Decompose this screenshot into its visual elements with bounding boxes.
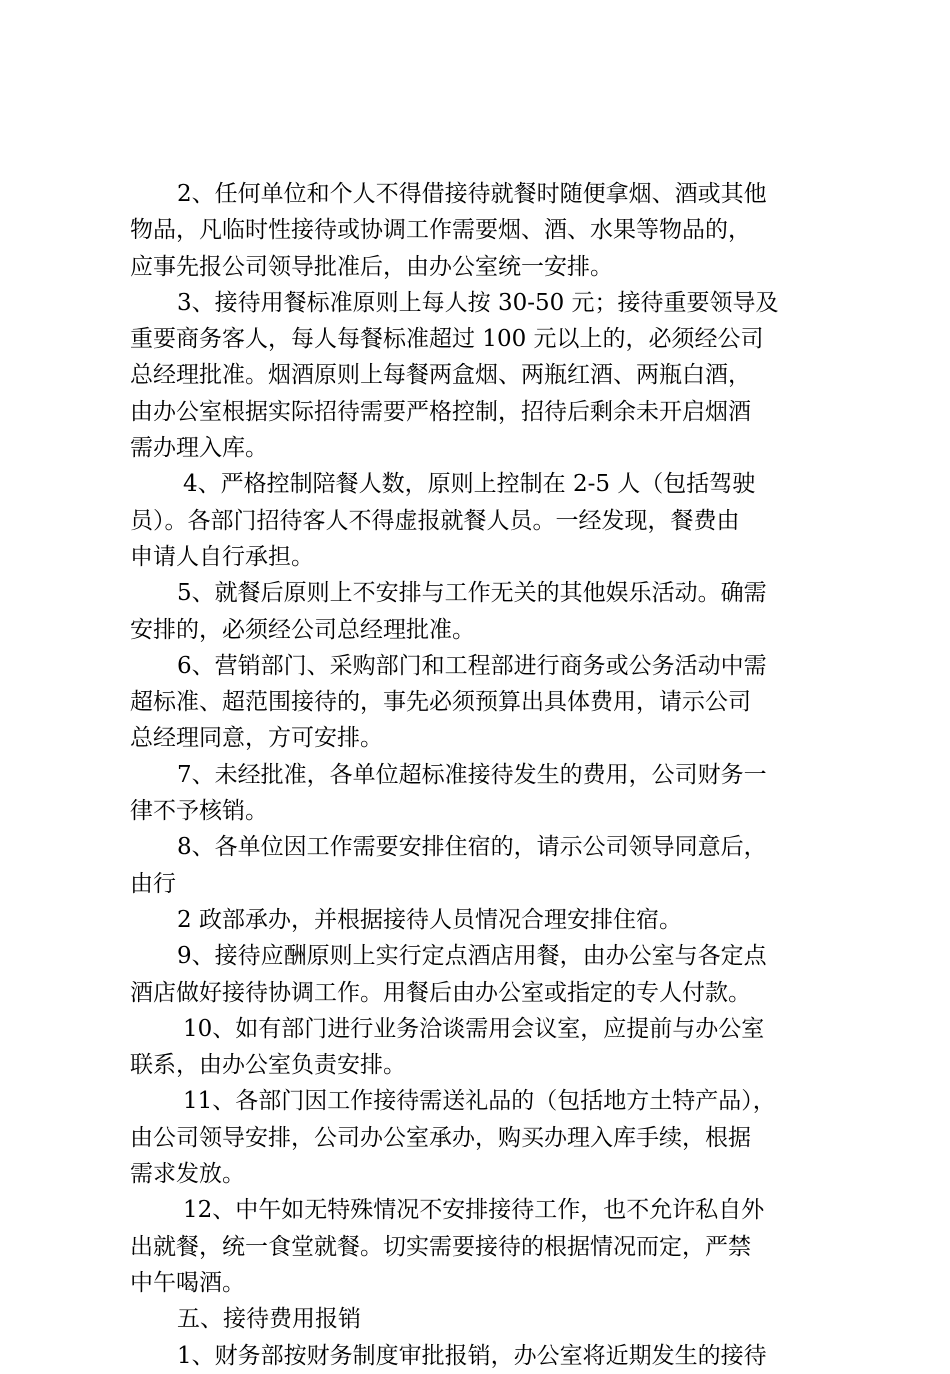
- paragraph-line: 1、财务部按财务制度审批报销，办公室将近期发生的接待: [177, 1342, 767, 1369]
- paragraph-line: 8、各单位因工作需要安排住宿的，请示公司领导同意后，: [177, 834, 767, 861]
- paragraph-line: 申请人自行承担。: [130, 543, 314, 570]
- paragraph-line: 10、如有部门进行业务洽谈需用会议室，应提前与办公室: [183, 1015, 765, 1042]
- paragraph-line: 9、接待应酬原则上实行定点酒店用餐，由办公室与各定点: [177, 943, 767, 970]
- paragraph-line: 酒店做好接待协调工作。用餐后由办公室或指定的专人付款。: [130, 979, 751, 1006]
- paragraph-line: 6、营销部门、采购部门和工程部进行商务或公务活动中需: [177, 652, 767, 679]
- paragraph-line: 中午喝酒。: [130, 1269, 245, 1296]
- paragraph-line: 4、严格控制陪餐人数，原则上控制在 2-5 人（包括驾驶: [183, 471, 756, 498]
- paragraph-line: 由公司领导安排，公司办公室承办，购买办理入库手续，根据: [130, 1124, 751, 1151]
- paragraph-line: 安排的，必须经公司总经理批准。: [130, 616, 475, 643]
- paragraph-line: 需求发放。: [130, 1161, 245, 1188]
- paragraph-line: 需办理入库。: [130, 435, 268, 462]
- paragraph-line: 物品，凡临时性接待或协调工作需要烟、酒、水果等物品的，: [130, 217, 751, 244]
- paragraph-line: 5、就餐后原则上不安排与工作无关的其他娱乐活动。确需: [177, 580, 767, 607]
- paragraph-line: 律不予核销。: [130, 798, 268, 825]
- paragraph-line: 由行: [130, 870, 176, 897]
- section-heading: 五、接待费用报销: [177, 1306, 361, 1333]
- paragraph-line: 12、中午如无特殊情况不安排接待工作，也不允许私自外: [183, 1197, 765, 1224]
- paragraph-line: 7、未经批准，各单位超标准接待发生的费用，公司财务一: [177, 761, 767, 788]
- paragraph-line: 3、接待用餐标准原则上每人按 30-50 元；接待重要领导及: [177, 289, 779, 316]
- paragraph-line: 出就餐，统一食堂就餐。切实需要接待的根据情况而定，严禁: [130, 1233, 751, 1260]
- paragraph-line: 2、任何单位和个人不得借接待就餐时随便拿烟、酒或其他: [177, 181, 767, 207]
- paragraph-line: 由办公室根据实际招待需要严格控制，招待后剩余未开启烟酒: [130, 398, 751, 425]
- paragraph-line: 重要商务客人，每人每餐标准超过 100 元以上的，必须经公司: [130, 326, 764, 353]
- paragraph-line: 2 政部承办，并根据接待人员情况合理安排住宿。: [177, 906, 682, 933]
- paragraph-line: 员）。各部门招待客人不得虚报就餐人员。一经发现，餐费由: [130, 507, 740, 534]
- paragraph-line: 超标准、超范围接待的，事先必须预算出具体费用，请示公司: [130, 689, 751, 716]
- document-body: [130, 176, 830, 1374]
- paragraph-line: 总经理批准。烟酒原则上每餐两盒烟、两瓶红酒、两瓶白酒，: [130, 362, 751, 389]
- paragraph-line: 联系，由办公室负责安排。: [130, 1052, 406, 1079]
- paragraph-line: 应事先报公司领导批准后，由办公室统一安排。: [130, 253, 613, 280]
- paragraph-line: 总经理同意，方可安排。: [130, 725, 383, 752]
- paragraph-line: 11、各部门因工作接待需送礼品的（包括地方土特产品），: [183, 1088, 776, 1115]
